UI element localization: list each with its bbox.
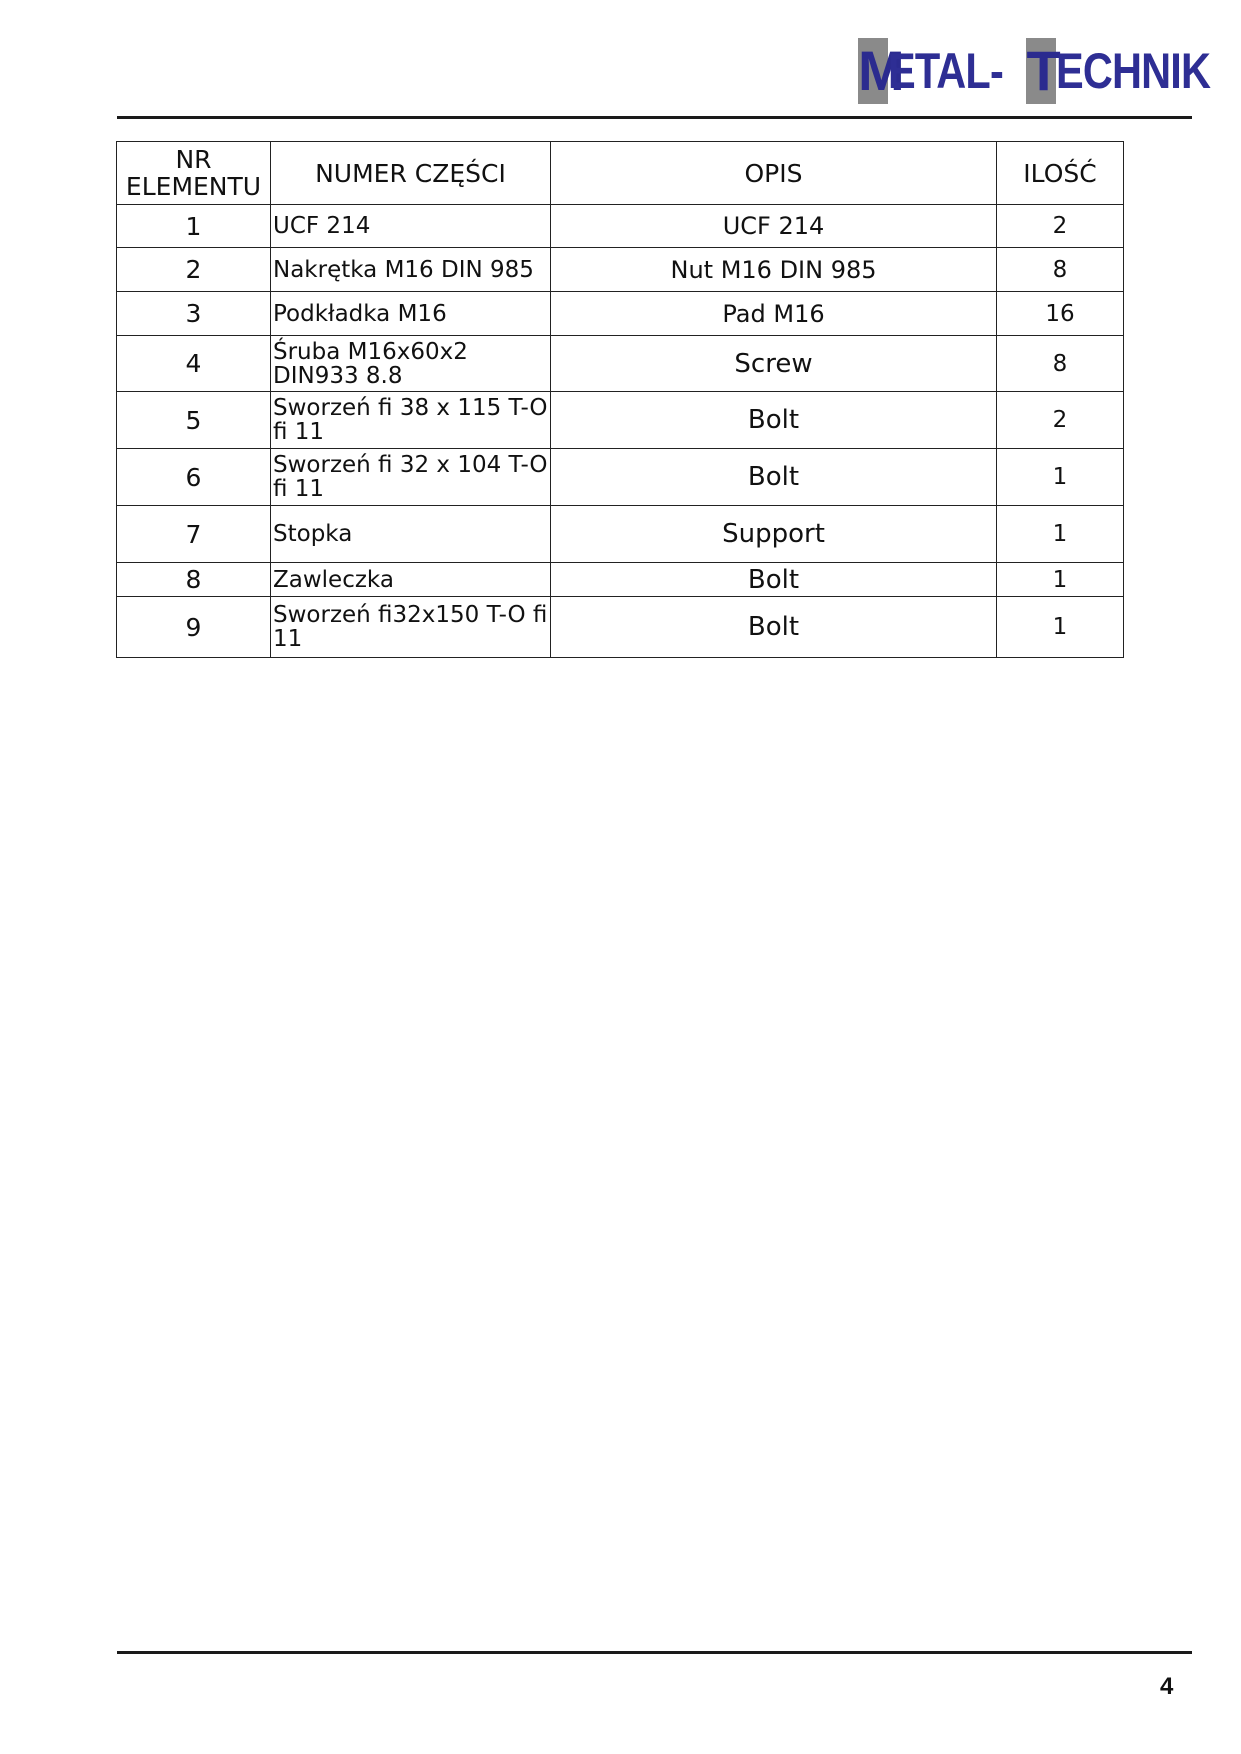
logo-text-echnik: ECHNIK — [1056, 43, 1211, 99]
parts-table — [116, 141, 1124, 658]
cell-opis: Bolt — [551, 449, 997, 506]
cell-nr: 9 — [117, 597, 271, 658]
cell-nr: 5 — [117, 392, 271, 449]
cell-opis: Bolt — [551, 563, 997, 597]
table-row — [117, 336, 1124, 392]
cell-nr: 1 — [117, 205, 271, 248]
cell-qty: 1 — [997, 597, 1124, 658]
cell-part-number: Podkładka M16 — [271, 292, 551, 336]
cell-opis: Nut M16 DIN 985 — [551, 248, 997, 292]
logo-text-metal: ETAL- — [888, 43, 1003, 99]
cell-qty: 1 — [997, 563, 1124, 597]
logo-letter-t: T — [1026, 39, 1059, 102]
cell-opis: Screw — [551, 336, 997, 392]
table-row — [117, 597, 1124, 658]
cell-nr: 2 — [117, 248, 271, 292]
cell-nr: 3 — [117, 292, 271, 336]
cell-opis: Support — [551, 506, 997, 563]
header-nr-elementu: NR ELEMENTU — [117, 142, 271, 205]
cell-part-number: Stopka — [271, 506, 551, 563]
cell-nr: 8 — [117, 563, 271, 597]
company-logo — [858, 36, 1211, 106]
cell-opis: Pad M16 — [551, 292, 997, 336]
cell-qty: 16 — [997, 292, 1124, 336]
table-header-row — [117, 142, 1124, 205]
header-numer-czesci: NUMER CZĘŚCI — [271, 142, 551, 205]
cell-part-number: Nakrętka M16 DIN 985 — [271, 248, 551, 292]
cell-opis: Bolt — [551, 597, 997, 658]
cell-opis: Bolt — [551, 392, 997, 449]
table-row — [117, 392, 1124, 449]
table-row — [117, 248, 1124, 292]
table-row — [117, 205, 1124, 248]
header-ilosc: ILOŚĆ — [997, 142, 1124, 205]
header-divider — [117, 116, 1192, 119]
table-row — [117, 506, 1124, 563]
header-opis: OPIS — [551, 142, 997, 205]
cell-nr: 7 — [117, 506, 271, 563]
table-row — [117, 449, 1124, 506]
page-number: 4 — [1160, 1673, 1174, 1700]
cell-qty: 2 — [997, 205, 1124, 248]
footer-divider — [117, 1651, 1192, 1654]
cell-nr: 6 — [117, 449, 271, 506]
cell-part-number: Sworzeń fi32x150 T-O fi 11 — [271, 597, 551, 658]
cell-qty: 2 — [997, 392, 1124, 449]
cell-nr: 4 — [117, 336, 271, 392]
cell-part-number: Sworzeń fi 38 x 115 T-O fi 11 — [271, 392, 551, 449]
cell-qty: 1 — [997, 506, 1124, 563]
cell-part-number: Sworzeń fi 32 x 104 T-O fi 11 — [271, 449, 551, 506]
cell-qty: 1 — [997, 449, 1124, 506]
table-row — [117, 563, 1124, 597]
cell-part-number: Zawleczka — [271, 563, 551, 597]
cell-qty: 8 — [997, 248, 1124, 292]
logo-letter-m: M — [858, 39, 903, 102]
cell-opis: UCF 214 — [551, 205, 997, 248]
cell-part-number: Śruba M16x60x2 DIN933 8.8 — [271, 336, 551, 392]
table-row — [117, 292, 1124, 336]
cell-part-number: UCF 214 — [271, 205, 551, 248]
cell-qty: 8 — [997, 336, 1124, 392]
